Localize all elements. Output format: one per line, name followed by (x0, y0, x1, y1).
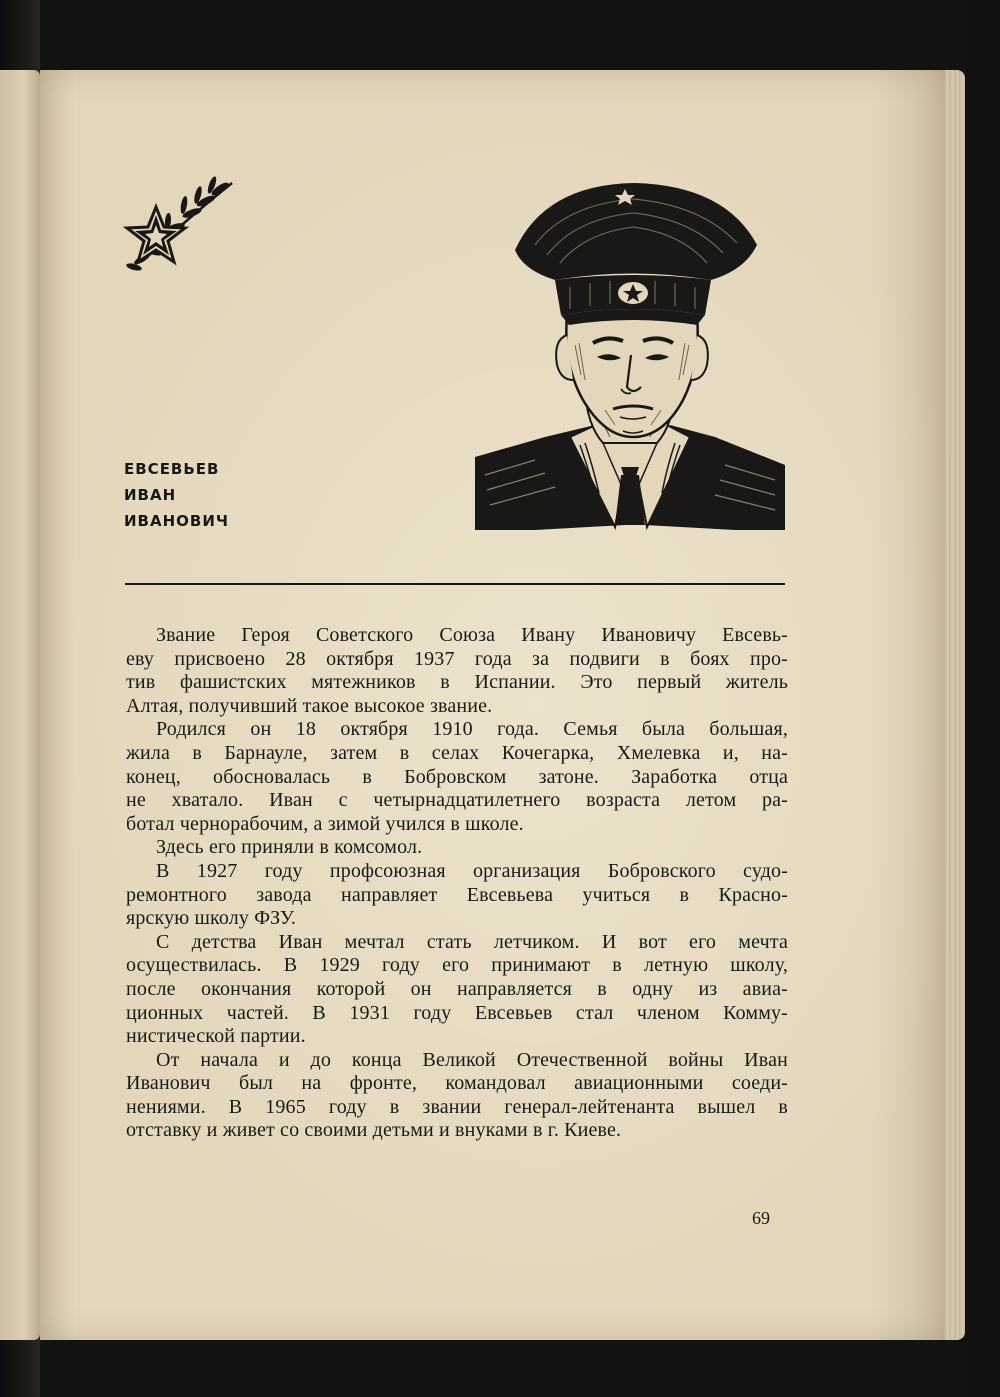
text-line: В 1927 году профсоюзная организация Бобровского судо- (156, 859, 788, 882)
text-line: С детства Иван мечтал стать летчиком. И вот его мечта (156, 930, 788, 953)
text-line: ярскую школу ФЗУ. (126, 907, 297, 930)
right-background (965, 0, 1000, 1397)
hero-surname: ЕВСЕВЬЕВ (124, 460, 220, 478)
text-line: ботал чернорабочим, а зимой учился в школе. (126, 812, 524, 835)
text-line: не хватало. Иван с четырнадцатилетнего возраста летом ра- (126, 789, 788, 812)
text-line: жила в Барнауле, затем в селах Кочегарка, Хмелевка и, на- (126, 741, 788, 764)
text-line: ционных частей. В 1931 году Евсевьев стал членом Комму- (126, 1001, 788, 1024)
text-line: Алтая, получивший такое высокое звание. (126, 694, 493, 717)
text-line: отставку и живет со своими детьми и внуками в г. Киеве. (126, 1119, 622, 1142)
section-divider (125, 583, 785, 585)
text-line: тив фашистских мятежников в Испании. Это первый житель (126, 671, 788, 694)
text-line: Иванович был на фронте, командовал авиационными соеди- (126, 1072, 788, 1095)
text-line: Здесь его приняли в комсомол. (156, 836, 423, 859)
hero-first-name: ИВАН (124, 486, 177, 504)
biography-text (126, 624, 788, 1143)
text-line: ремонтного завода направляет Евсевьева учиться в Красно- (126, 883, 788, 906)
page-number: 69 (752, 1208, 770, 1228)
officer-portrait-illustration (475, 175, 785, 530)
text-line: после окончания которой он направляется в одну из авиа- (126, 977, 788, 1000)
text-line: еву присвоено 28 октября 1937 года за подвиги в боях про- (126, 647, 788, 670)
text-line: Родился он 18 октября 1910 года. Семья была большая, (156, 718, 788, 741)
text-line: Звание Героя Советского Союза Ивану Ивановичу Евсевь- (156, 624, 788, 646)
text-line: конец, обосновалась в Бобровском затоне. Заработка отца (126, 765, 788, 788)
hero-name (124, 456, 229, 534)
text-line: осуществилась. В 1929 году его принимают в летную школу, (126, 954, 788, 977)
text-line: нистической партии. (126, 1025, 306, 1048)
text-line: нениями. В 1965 году в звании генерал-лейтенанта вышел в (126, 1095, 788, 1118)
previous-page-edge (0, 70, 40, 1340)
hero-star-emblem-icon (120, 175, 240, 285)
text-line: От начала и до конца Великой Отечественной войны Иван (156, 1048, 788, 1071)
hero-patronymic: ИВАНОВИЧ (124, 512, 230, 530)
